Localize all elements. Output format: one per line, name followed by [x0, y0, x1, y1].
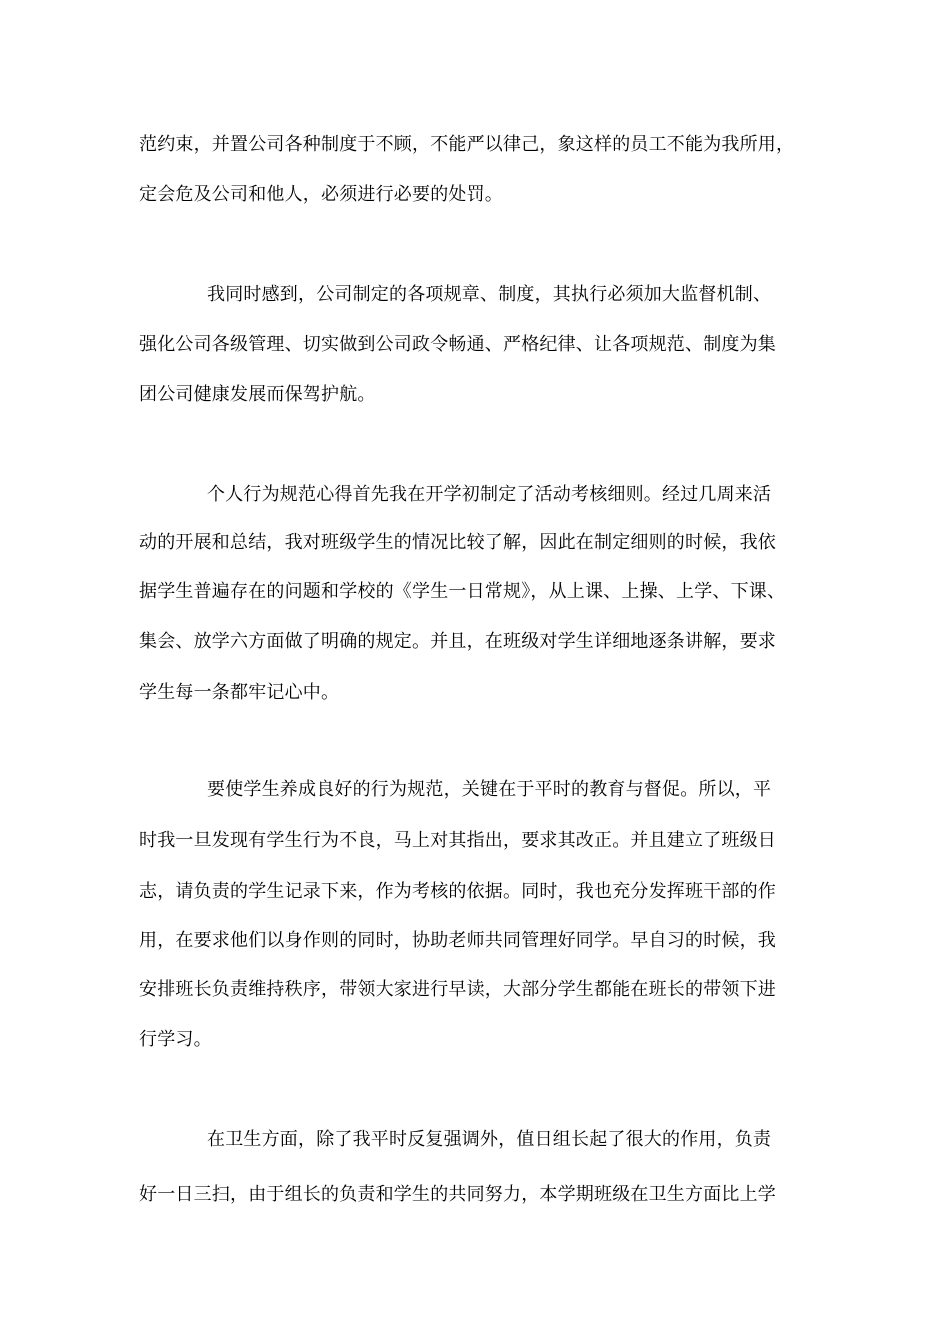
paragraph-3-line-2: 动的开展和总结，我对班级学生的情况比较了解，因此在制定细则的时候，我依 — [139, 532, 776, 553]
paragraph-4-line-6: 行学习。 — [139, 1029, 212, 1050]
paragraph-4-line-1: 要使学生养成良好的行为规范，关键在于平时的教育与督促。所以，平 — [207, 779, 772, 800]
paragraph-2-line-1: 我同时感到，公司制定的各项规章、制度，其执行必须加大监督机制、 — [207, 284, 772, 305]
paragraph-1-line-2: 定会危及公司和他人，必须进行必要的处罚。 — [139, 184, 503, 205]
paragraph-3-line-1: 个人行为规范心得首先我在开学初制定了活动考核细则。经过几周来活 — [207, 484, 772, 505]
paragraph-3-line-4: 集会、放学六方面做了明确的规定。并且，在班级对学生详细地逐条讲解，要求 — [139, 631, 776, 652]
paragraph-4-line-3: 志，请负责的学生记录下来，作为考核的依据。同时，我也充分发挥班干部的作 — [139, 881, 776, 902]
paragraph-4-line-5: 安排班长负责维持秩序，带领大家进行早读，大部分学生都能在班长的带领下进 — [139, 979, 776, 1000]
paragraph-1-line-1: 范约束，并置公司各种制度于不顾，不能严以律己，象这样的员工不能为我所用， — [139, 134, 795, 155]
paragraph-4-line-2: 时我一旦发现有学生行为不良，马上对其指出，要求其改正。并且建立了班级日 — [139, 830, 776, 851]
paragraph-3-line-5: 学生每一条都牢记心中。 — [139, 682, 340, 703]
paragraph-2-line-3: 团公司健康发展而保驾护航。 — [139, 384, 376, 405]
paragraph-5-line-2: 好一日三扫，由于组长的负责和学生的共同努力，本学期班级在卫生方面比上学 — [139, 1184, 776, 1205]
paragraph-2-line-2: 强化公司各级管理、切实做到公司政令畅通、严格纪律、让各项规范、制度为集 — [139, 334, 776, 355]
paragraph-3-line-3: 据学生普遍存在的问题和学校的《学生一日常规》，从上课、上操、上学、下课、 — [139, 581, 786, 602]
paragraph-5-line-1: 在卫生方面，除了我平时反复强调外，值日组长起了很大的作用，负责 — [207, 1129, 772, 1150]
paragraph-4-line-4: 用，在要求他们以身作则的同时，协助老师共同管理好同学。早自习的时候，我 — [139, 930, 776, 951]
